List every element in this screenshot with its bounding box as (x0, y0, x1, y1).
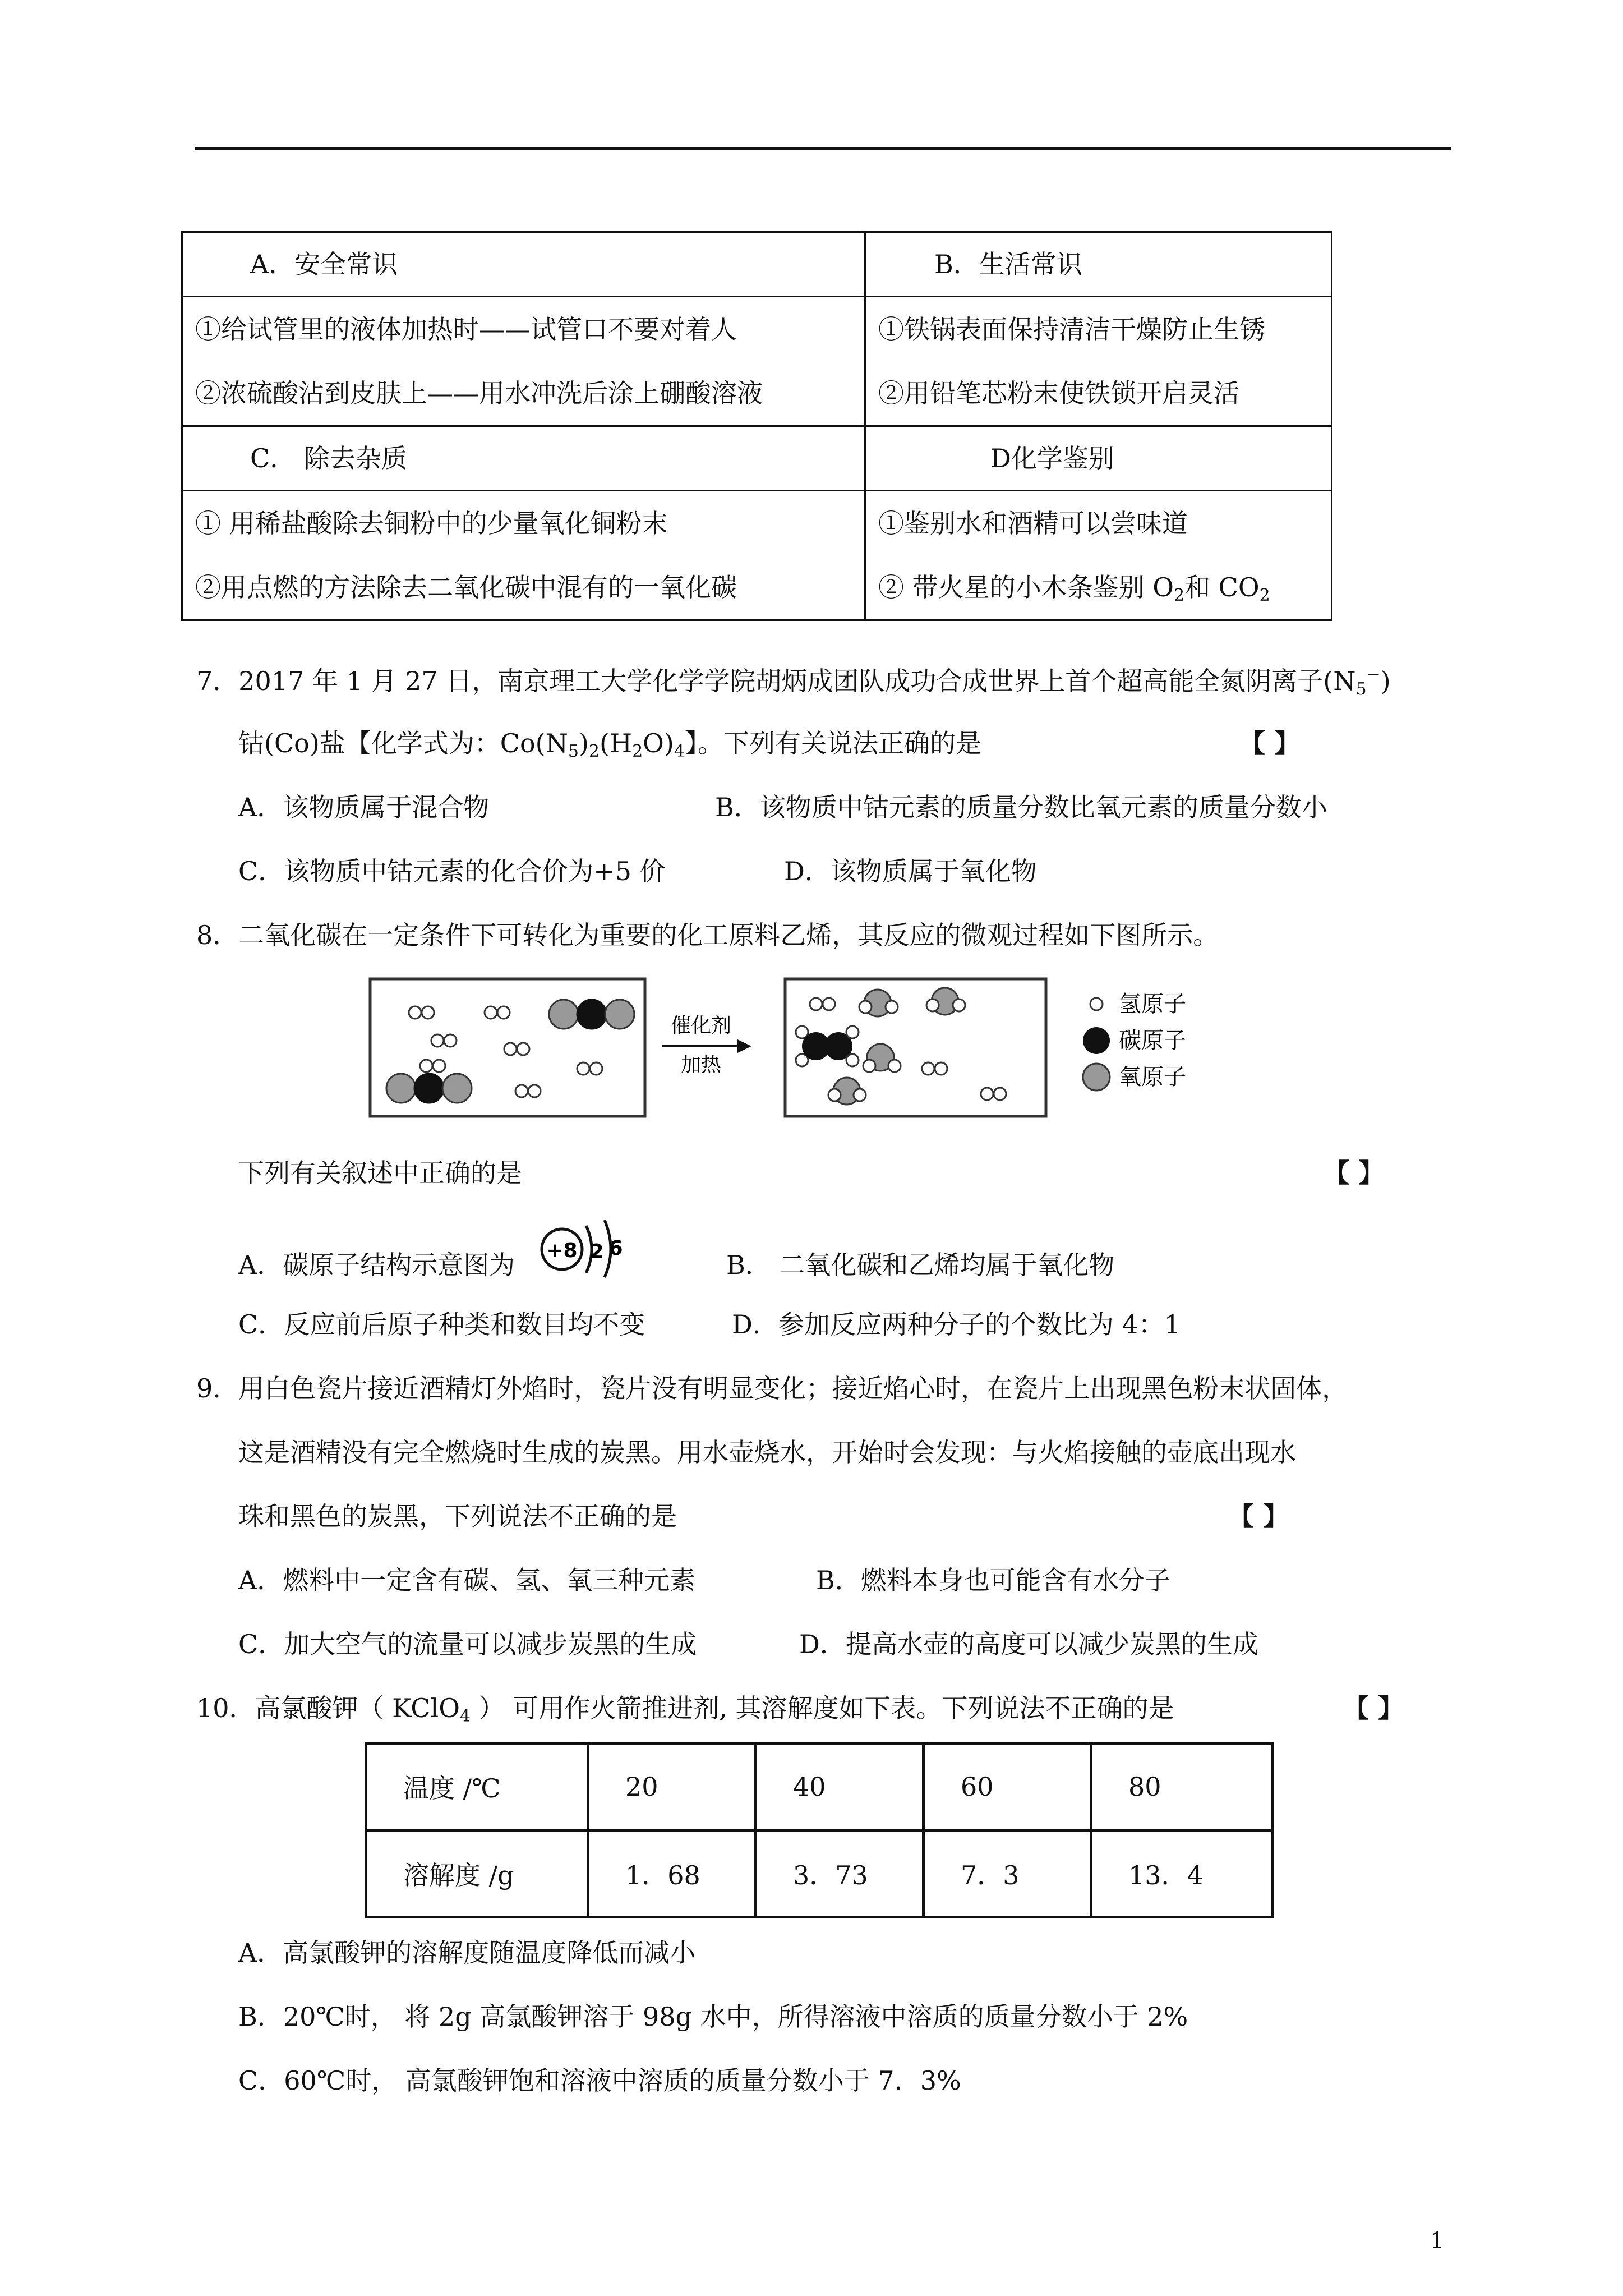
q7-stem-line1: 7．2017 年 1 月 27 日，南京理工大学化学学院胡炳成团队成功合成世界上首个超高能全氮阴离子$(N_5^-)$ (196, 665, 1391, 699)
q7-option-d: D．该物质属于氧化物 (784, 856, 1037, 886)
arrow-head (737, 1039, 751, 1053)
shell1-label: 2 (589, 1240, 604, 1263)
arrow-label-top: 催化剂 (670, 1014, 732, 1037)
legend-hydrogen-icon (1090, 998, 1103, 1010)
solubility-cell: 3．73 (756, 1830, 924, 1917)
q10-option-c: C．60℃时， 高氯酸钾饱和溶液中溶质的质量分数小于 7．3% (238, 2065, 961, 2096)
q8-option-a: A．碳原子结构示意图为 (238, 1250, 515, 1280)
q7-option-a: A．该物质属于混合物 (238, 792, 490, 822)
q10-option-b: B．20℃时， 将 2g 高氯酸钾溶于 98g 水中，所得溶液中溶质的质量分数小于 2% (238, 2001, 1188, 2032)
q10-stem: 10．高氯酸钾（ KClO$_4$ ） 可用作火箭推进剂, 其溶解度如下表。下列说法不正确的是 (196, 1693, 1174, 1726)
co2-molecule-1 (549, 1000, 634, 1029)
solubility-table (365, 1742, 1274, 1918)
q8-option-b: B． 二氧化碳和乙烯均属于氧化物 (726, 1250, 1115, 1280)
legend-carbon-label: 碳原子 (1119, 1028, 1186, 1053)
legend-carbon-icon (1083, 1027, 1110, 1054)
q9-stem-line1: 9．用白色瓷片接近酒精灯外焰时，瓷片没有明显变化；接近焰心时，在瓷片上出现黑色粉末状固体， (196, 1373, 1348, 1404)
q8-stem: 8．二氧化碳在一定条件下可转化为重要的化工原料乙烯，其反应的微观过程如下图所示。 (196, 920, 1219, 950)
table-line: ②用点燃的方法除去二氧化碳中混有的一氧化碳 (195, 572, 737, 602)
table-line: ②用铅笔芯粉末使铁锁开启灵活 (878, 378, 1239, 408)
table-line: ① 用稀盐酸除去铜粉中的少量氧化铜粉末 (195, 508, 668, 539)
row-label-solubility: 溶解度 /g (366, 1830, 588, 1917)
co2-molecule-2 (386, 1074, 472, 1103)
q8-answer-bracket: 【 】 (1324, 1158, 1385, 1188)
q9-option-b: B．燃料本身也可能含有水分子 (816, 1565, 1170, 1595)
solubility-cell: 7．3 (924, 1830, 1091, 1917)
table-cell-d-header: D化学鉴别 (865, 426, 1332, 491)
q10-option-a: A．高氯酸钾的溶解度随温度降低而减小 (238, 1938, 696, 1968)
arrow-label-bottom: 加热 (680, 1053, 722, 1076)
q9-option-c: C．加大空气的流量可以减步炭黑的生成 (238, 1629, 697, 1659)
q7-answer-bracket: 【 】 (1239, 728, 1301, 758)
reaction-diagram (367, 976, 1242, 1122)
table-row (366, 1830, 1273, 1917)
table-row (366, 1743, 1273, 1830)
table-cell-b-header: B．生活常识 (865, 232, 1332, 297)
atom-structure-diagram (538, 1214, 634, 1279)
row-label-temperature: 温度 /℃ (366, 1743, 588, 1830)
page-number: 1 (1430, 2228, 1445, 2254)
shell2-label: 6 (608, 1237, 623, 1260)
q7-option-b: B．该物质中钴元素的质量分数比氧元素的质量分数小 (715, 792, 1327, 822)
table-cell-a-body (182, 297, 865, 426)
q9-answer-bracket: 【 】 (1228, 1501, 1289, 1531)
table-cell-b-body (865, 297, 1332, 426)
table-cell-a-header: A．安全常识 (182, 232, 865, 297)
table-line: ①鉴别水和酒精可以尝味道 (878, 508, 1188, 539)
solubility-cell: 13．4 (1091, 1830, 1273, 1917)
q7-stem-line2: 钴(Co)盐【化学式为：$Co(N_5)_2(H_2O)_4$】。下列有关说法正确的是 (238, 728, 981, 761)
temperature-cell: 20 (588, 1743, 756, 1830)
q9-stem-line2: 这是酒精没有完全燃烧时生成的炭黑。用水壶烧水，开始时会发现：与火焰接触的壶底出现水 (238, 1437, 1296, 1467)
q8-sub-stem: 下列有关叙述中正确的是 (238, 1158, 522, 1188)
knowledge-table (181, 231, 1332, 621)
q9-stem-line3: 珠和黑色的炭黑，下列说法不正确的是 (238, 1501, 677, 1531)
legend-oxygen-label: 氧原子 (1119, 1064, 1186, 1090)
q9-option-a: A．燃料中一定含有碳、氢、氧三种元素 (238, 1565, 696, 1595)
solubility-cell: 1．68 (588, 1830, 756, 1917)
temperature-cell: 40 (756, 1743, 924, 1830)
q8-option-d: D．参加反应两种分子的个数比为 4：1 (732, 1309, 1181, 1340)
table-line: ①给试管里的液体加热时——试管口不要对着人 (195, 314, 737, 344)
q7-option-c: C．该物质中钴元素的化合价为+5 价 (238, 856, 666, 886)
nucleus-label: +8 (546, 1239, 578, 1262)
temperature-cell: 60 (924, 1743, 1091, 1830)
temperature-cell: 80 (1091, 1743, 1273, 1830)
table-line: ②浓硫酸沾到皮肤上——用水冲洗后涂上硼酸溶液 (195, 378, 763, 408)
legend-oxygen-icon (1083, 1064, 1110, 1091)
table-cell-c-body (182, 491, 865, 620)
q10-answer-bracket: 【 】 (1343, 1693, 1404, 1723)
table-line: ①铁锅表面保持清洁干燥防止生锈 (878, 314, 1265, 344)
header-rule (195, 147, 1451, 150)
legend-hydrogen-label: 氢原子 (1119, 991, 1186, 1017)
q8-option-c: C．反应前后原子种类和数目均不变 (238, 1309, 645, 1340)
q9-option-d: D．提高水壶的高度可以减少炭黑的生成 (799, 1629, 1258, 1659)
table-cell-c-header: C． 除去杂质 (182, 426, 865, 491)
table-cell-d-body (865, 491, 1332, 620)
table-line: ② 带火星的小木条鉴别 $O_2$和 $CO_2$ (878, 572, 1270, 605)
